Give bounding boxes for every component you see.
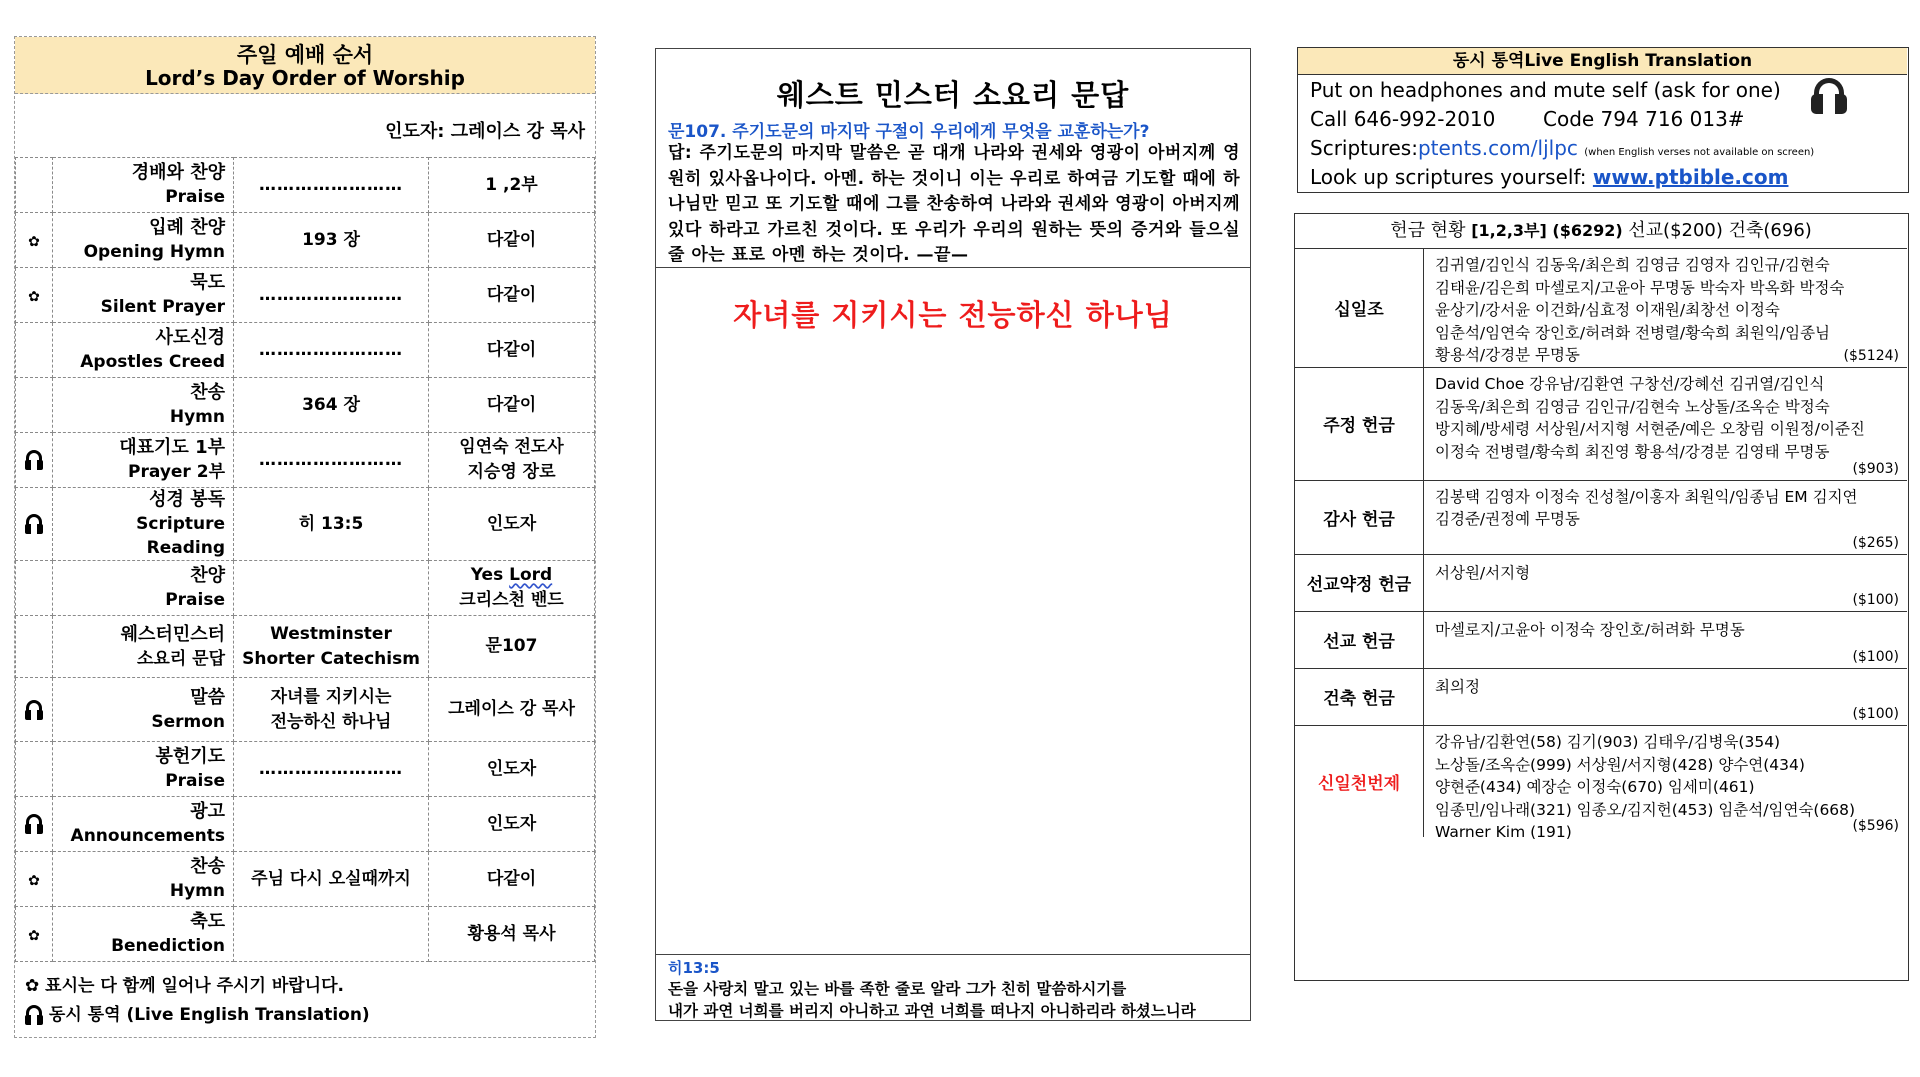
- order-item-leader-line: 다같이: [486, 868, 537, 889]
- order-item-detail-line: ……………………: [259, 449, 403, 470]
- order-item-detail: [234, 323, 429, 378]
- offering-names-line: 임종민/임나래(321) 임종오/김지헌(453) 임춘석/임연숙(668): [1435, 800, 1856, 819]
- order-item-name-korean: 웨스터민스터: [120, 623, 225, 645]
- order-item-detail: [234, 797, 429, 852]
- order-item-name-english: Silent Prayer: [100, 297, 225, 317]
- order-table: [15, 157, 595, 962]
- divider: [656, 954, 1250, 955]
- verse-line: 돈을 사랑치 말고 있는 바를 족한 줄로 알라 그가 친히 말씀하시기를: [668, 980, 1127, 998]
- order-row-icon-cell: [16, 213, 53, 268]
- order-item-name: [53, 561, 234, 616]
- order-item-name-english: 소요리 문답: [136, 648, 225, 669]
- order-item-detail-line: 히 13:5: [298, 513, 364, 534]
- order-item-leader: [429, 158, 595, 213]
- order-row: [16, 678, 595, 742]
- order-item-leader-line: 인도자: [486, 513, 537, 534]
- order-item-leader: [429, 488, 595, 561]
- order-item-leader-line: 지승영 장로: [467, 462, 556, 482]
- catechism-title: 웨스트 민스터 소요리 문답: [776, 78, 1130, 112]
- order-item-detail: [234, 433, 429, 488]
- order-item-leader: [429, 797, 595, 852]
- translation-header: 동시 통역Live English Translation: [1298, 48, 1907, 75]
- offering-category: 선교약정 헌금: [1295, 554, 1424, 611]
- order-item-name: [53, 378, 234, 433]
- order-row-icon-cell: [16, 616, 53, 678]
- order-item-name-korean: 사도신경: [155, 327, 225, 348]
- offering-names-line: 김동욱/최은희 김영금 김인규/김현숙 노상돌/조옥순 박정숙: [1435, 397, 1830, 416]
- headphones-icon: [1811, 78, 1847, 116]
- order-row: [16, 852, 595, 907]
- offering-amount: ($100): [1852, 706, 1899, 722]
- order-item-leader-line: 크리스천 밴드: [459, 590, 564, 610]
- order-item-detail: [234, 213, 429, 268]
- catechism-panel: [655, 48, 1251, 1021]
- offering-row: [1295, 725, 1907, 841]
- order-item-leader-line: 1 ,2부: [485, 174, 538, 195]
- offering-names-line: 강유남/김환연(58) 김기(903) 김태우/김병욱(354): [1435, 733, 1781, 751]
- order-item-name-english: Sermon: [151, 711, 225, 732]
- order-item-leader: [429, 742, 595, 797]
- order-item-name-english: Benediction: [111, 936, 225, 956]
- order-item-detail: [234, 488, 429, 561]
- offering-names-line: 황용석/강경분 무명동: [1435, 346, 1580, 364]
- order-row-icon-cell: [16, 488, 53, 561]
- order-item-detail-line: ……………………: [259, 758, 403, 779]
- order-item-name-english: Hymn: [169, 407, 225, 427]
- offering-amount: ($100): [1852, 649, 1899, 665]
- offering-names-line: 노상돌/조옥순(999) 서상원/서지형(428) 양수연(434): [1435, 755, 1805, 774]
- order-row-icon-cell: [16, 433, 53, 488]
- order-item-name: [53, 433, 234, 488]
- bible-link[interactable]: www.ptbible.com: [1592, 165, 1789, 189]
- offering-header: [1295, 214, 1907, 249]
- order-item-detail: [234, 907, 429, 962]
- order-item-name-korean: 찬양: [190, 565, 225, 586]
- offering-row: [1295, 554, 1907, 612]
- order-item-name: [53, 268, 234, 323]
- order-item-leader: [429, 678, 595, 742]
- order-row: [16, 268, 595, 323]
- offering-names-line: 최의정: [1435, 678, 1480, 697]
- scriptures-line: [1310, 136, 1814, 160]
- order-of-worship-panel: [14, 36, 596, 1038]
- headphones-icon: [25, 700, 43, 720]
- order-item-detail-line: ……………………: [259, 284, 403, 305]
- order-item-detail: [234, 742, 429, 797]
- order-item-name: [53, 488, 234, 561]
- order-item-detail-line: Westminster: [270, 623, 392, 644]
- order-title-korean: 주일 예배 순서: [236, 43, 374, 67]
- order-item-detail-line: 주님 다시 오실때까지: [251, 868, 411, 889]
- offering-names-line: 이정숙 전병렬/황숙희 최진영 황용석/강경분 김영태 무명동: [1435, 442, 1830, 461]
- offering-row: [1295, 248, 1907, 368]
- offering-row: [1295, 668, 1907, 726]
- order-row: [16, 213, 595, 268]
- order-row-icon-cell: [16, 797, 53, 852]
- offering-names-line: 방지혜/방세령 서상원/서지형 서현준/예은 오창림 이원정/이준진: [1435, 420, 1865, 438]
- order-item-detail-line: 자녀를 지키시는: [270, 686, 392, 707]
- translation-call-number: Call 646-992-2010: [1310, 107, 1496, 131]
- order-row-icon-cell: [16, 742, 53, 797]
- verse-line: 내가 과연 너희를 버리지 아니하고 과연 너희를 떠나지 아니하리라 하셨느니라: [668, 1002, 1196, 1020]
- leader-line: 인도자: 그레이스 강 목사: [385, 121, 585, 142]
- translation-note: [25, 1000, 370, 1025]
- headphones-icon: [25, 450, 43, 470]
- stand-up-icon: ✿: [28, 233, 40, 250]
- divider: [656, 267, 1250, 268]
- order-item-name-korean: 경배와 찬양: [131, 162, 225, 183]
- order-row-icon-cell: [16, 323, 53, 378]
- order-item-name-korean: 광고: [190, 801, 225, 822]
- order-row: [16, 797, 595, 852]
- order-item-name-english: Prayer 2부: [128, 462, 225, 482]
- order-item-name-korean: 묵도: [190, 272, 225, 293]
- order-item-leader-line: 임연숙 전도사: [459, 437, 564, 457]
- order-item-detail-line: ……………………: [259, 339, 403, 360]
- offering-amount: ($5124): [1843, 348, 1899, 364]
- offering-header-title: 헌금 현황: [1390, 220, 1472, 241]
- order-item-leader-line: 그레이스 강 목사: [448, 699, 575, 719]
- order-item-name: [53, 742, 234, 797]
- offering-row: [1295, 611, 1907, 669]
- offering-names-line: Warner Kim (191): [1435, 823, 1572, 841]
- offering-names-line: 김경준/권정예 무명동: [1435, 510, 1580, 528]
- offering-names-line: David Choe 강유남/김환연 구창선/강혜선 김귀열/김인식: [1435, 375, 1825, 393]
- order-item-name: [53, 797, 234, 852]
- translation-instructions: Put on headphones and mute self (ask for one): [1310, 78, 1781, 102]
- headphones-icon: [25, 514, 43, 534]
- offering-names-line: 김봉택 김영자 이정숙 진성철/이홍자 최원익/임종님 EM 김지연: [1435, 487, 1858, 506]
- order-row: [16, 378, 595, 433]
- order-row: [16, 742, 595, 797]
- order-item-leader-line: 다같이: [486, 394, 537, 415]
- order-item-name-english: Announcements: [70, 826, 225, 846]
- offering-names-line: 양현준(434) 예장순 이정숙(670) 임세미(461): [1435, 778, 1755, 796]
- order-item-detail: [234, 158, 429, 213]
- order-item-leader: [429, 323, 595, 378]
- translation-note-text: 동시 통역 (Live English Translation): [48, 1005, 370, 1025]
- order-row: [16, 433, 595, 488]
- order-item-name: [53, 213, 234, 268]
- order-item-name-korean: 성경 봉독: [149, 489, 225, 510]
- order-item-detail: [234, 378, 429, 433]
- order-item-name-korean: 축도: [190, 911, 225, 932]
- order-item-name: [53, 323, 234, 378]
- offering-names: [1435, 562, 1897, 585]
- order-row-icon-cell: [16, 852, 53, 907]
- offering-names-line: 서상원/서지형: [1435, 564, 1531, 583]
- order-item-leader: [429, 907, 595, 962]
- order-item-detail: [234, 852, 429, 907]
- scriptures-label: Scriptures:: [1310, 136, 1418, 160]
- catechism-answer: 답: 주기도문의 마지막 말씀은 곧 대개 나라와 권세와 영광이 아버지께 영원히 있사옵나이다. 아멘. 하는 것이니 이는 우리로 하여금 기도할 때에 하나님만 믿고 또 기도할 때에 그를 찬송하여 나라와 권세와 영광이 아버지께 있다 하라고 가르친 것이다. 또 우리가 우리의 원하는 뜻의 증거와 들으실 줄 아는 표로 아멘 하는 것이다. —끝—: [668, 143, 1240, 265]
- offering-names: [1435, 486, 1897, 531]
- order-item-leader: [429, 433, 595, 488]
- order-item-leader-line: 문107: [485, 636, 538, 656]
- offering-names-line: 임춘석/임연숙 장인호/허려화 전병렬/황숙희 최원익/임종님: [1435, 323, 1831, 342]
- order-item-name-english: Praise: [165, 187, 225, 207]
- order-item-leader: [429, 616, 595, 678]
- offering-category: 감사 헌금: [1295, 480, 1424, 554]
- headphones-icon: [25, 814, 43, 834]
- order-item-name-korean: 말씀: [190, 686, 225, 708]
- order-item-leader-line: 인도자: [486, 758, 537, 779]
- sermon-title: 자녀를 지키시는 전능하신 하나님: [733, 298, 1173, 332]
- translation-panel: [1297, 47, 1909, 193]
- order-item-detail-line: 364 장: [302, 394, 360, 415]
- offering-category: 주정 헌금: [1295, 367, 1424, 480]
- order-item-detail-line: 193 장: [302, 229, 360, 250]
- order-item-detail: [234, 616, 429, 678]
- order-item-leader: [429, 852, 595, 907]
- stand-up-icon: ✿: [28, 288, 40, 305]
- offering-names: [1435, 373, 1897, 463]
- offering-category: 건축 헌금: [1295, 668, 1424, 725]
- stand-up-icon: ✿: [28, 927, 40, 944]
- order-row: [16, 616, 595, 678]
- standing-note: ✿ 표시는 다 함께 일어나 주시기 바랍니다.: [25, 976, 344, 996]
- offering-amount: ($903): [1852, 461, 1899, 477]
- order-item-name-english: Apostles Creed: [80, 352, 225, 372]
- order-header: [15, 37, 595, 94]
- offering-category: 신일천번제: [1295, 725, 1424, 837]
- offering-category: 선교 헌금: [1295, 611, 1424, 668]
- offering-amount: ($100): [1852, 592, 1899, 608]
- order-item-detail-line: Shorter Catechism: [242, 648, 420, 669]
- lookup-line: [1310, 165, 1788, 189]
- order-item-leader: [429, 561, 595, 616]
- order-row: [16, 158, 595, 213]
- scriptures-link[interactable]: ptents.com/ljlpc: [1417, 136, 1578, 160]
- order-item-name-english: Scripture Reading: [136, 514, 225, 558]
- offering-panel: [1294, 213, 1909, 981]
- order-item-name-korean: 찬송: [190, 382, 225, 403]
- order-item-name-korean: 봉헌기도: [155, 746, 225, 767]
- order-item-name-english: Hymn: [169, 881, 225, 901]
- catechism-question: 문107. 주기도문의 마지막 구절이 우리에게 무엇을 교훈하는가?: [668, 122, 1150, 142]
- order-item-detail: [234, 268, 429, 323]
- offering-row: [1295, 480, 1907, 555]
- order-row-icon-cell: [16, 378, 53, 433]
- order-row-icon-cell: [16, 561, 53, 616]
- lookup-label: Look up scriptures yourself:: [1310, 165, 1593, 189]
- offering-amount: ($265): [1852, 535, 1899, 551]
- order-item-name: [53, 616, 234, 678]
- order-row: [16, 323, 595, 378]
- stand-up-icon: ✿: [28, 872, 40, 889]
- order-item-name: [53, 907, 234, 962]
- offering-row: [1295, 367, 1907, 481]
- order-item-leader-line: 다같이: [486, 284, 537, 305]
- offering-header-rest: 선교($200) 건축(696): [1628, 220, 1812, 241]
- order-row: [16, 488, 595, 561]
- order-item-leader: [429, 213, 595, 268]
- offering-names: [1435, 731, 1897, 844]
- order-item-leader-line: 황용석 목사: [467, 923, 556, 944]
- order-row: [16, 561, 595, 616]
- verse-reference: 히13:5: [668, 959, 720, 977]
- order-item-leader-line: 다같이: [486, 339, 537, 360]
- order-item-name-english: Opening Hymn: [83, 242, 225, 262]
- scriptures-note: (when English verses not available on screen): [1584, 147, 1815, 158]
- order-item-name-english: Praise: [165, 590, 225, 610]
- offering-names-line: 김태윤/김은희 마셀로지/고윤아 무명동 박숙자 박옥화 박정숙: [1435, 278, 1845, 297]
- offering-names-line: 마셀로지/고윤아 이정숙 장인호/허려화 무명동: [1435, 621, 1745, 640]
- order-row-icon-cell: [16, 268, 53, 323]
- order-item-leader: [429, 268, 595, 323]
- headphones-icon: [25, 1005, 43, 1025]
- offering-amount: ($596): [1852, 818, 1899, 834]
- order-row-icon-cell: [16, 678, 53, 742]
- order-item-detail: [234, 561, 429, 616]
- order-title-english: Lord’s Day Order of Worship: [145, 66, 465, 90]
- order-item-name-korean: 대표기도 1부: [119, 437, 225, 458]
- order-item-detail: [234, 678, 429, 742]
- order-row-icon-cell: [16, 907, 53, 962]
- order-item-name-english: Praise: [165, 771, 225, 791]
- offering-header-detail: [1,2,3부] ($6292): [1471, 221, 1629, 240]
- offering-names-line: 윤상기/강서윤 이건화/심효정 이재원/최창선 이정숙: [1435, 301, 1780, 319]
- translation-access-code: Code 794 716 013#: [1543, 107, 1745, 131]
- order-item-name: [53, 678, 234, 742]
- order-item-name-korean: 찬송: [190, 856, 225, 877]
- offering-category: 십일조: [1295, 248, 1424, 367]
- order-item-detail-line: 전능하신 하나님: [270, 711, 392, 732]
- offering-names: [1435, 676, 1897, 699]
- offering-names: [1435, 619, 1897, 642]
- order-item-name-korean: 입례 찬양: [149, 217, 225, 238]
- order-item-leader: [429, 378, 595, 433]
- order-item-name: [53, 158, 234, 213]
- order-item-detail-line: ……………………: [259, 174, 403, 195]
- order-item-leader-line: Yes Lord: [470, 565, 553, 585]
- order-item-name: [53, 852, 234, 907]
- order-row: [16, 907, 595, 962]
- order-row-icon-cell: [16, 158, 53, 213]
- order-item-leader-line: 다같이: [486, 229, 537, 250]
- offering-names: [1435, 254, 1897, 367]
- offering-names-line: 김귀열/김인식 김동욱/최은희 김영금 김영자 김인규/김현숙: [1435, 256, 1830, 274]
- order-item-leader-line: 인도자: [486, 813, 537, 834]
